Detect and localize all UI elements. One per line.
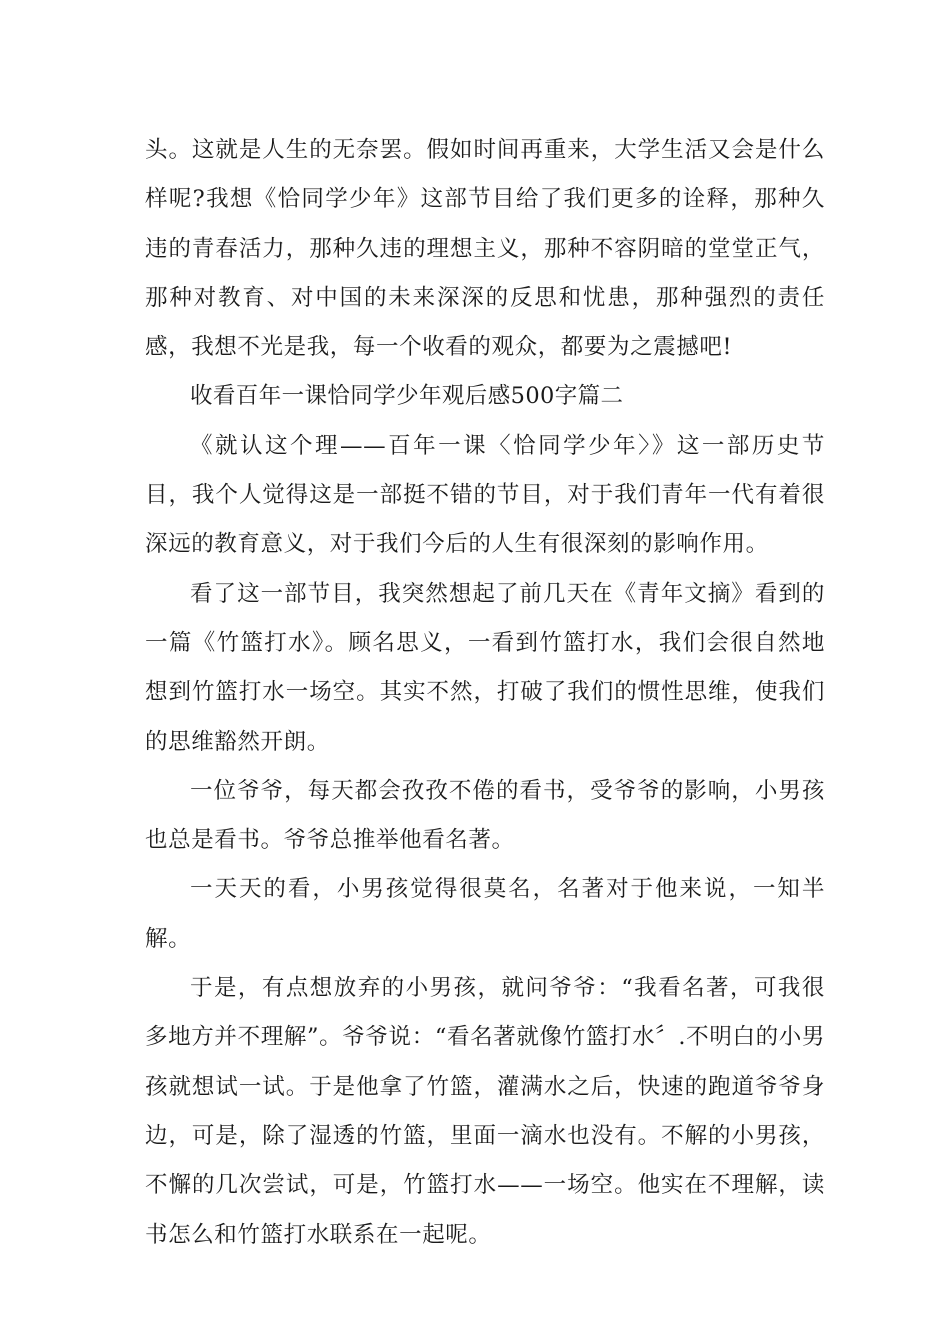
paragraph-daily-reading: 一天天的看，小男孩觉得很莫名，名著对于他来说，一知半解。 — [145, 876, 825, 952]
section-heading: 收看百年一课恰同学少年观后感500字篇二 — [190, 383, 624, 410]
paragraph-program-review: 《就认这个理——百年一课〈恰同学少年〉》这一部历史节目，我个人觉得这是一部挺不错的节目，对于我们青年一代有着很深远的教育意义，对于我们今后的人生有很深刻的影响作用。 — [145, 432, 825, 558]
document-body — [145, 126, 825, 1260]
paragraph-boy-question: 于是，有点想放弃的小男孩，就问爷爷：“我看名著，可我很多地方并不理解”。爷爷说：“看名著就像竹篮打水〞.不明白的小男孩就想试一试。于是他拿了竹篮，灌满水之后，快速的跑道爷爷身边，可是，除了湿透的竹篮，里面一滴水也没有。不解的小男孩，不懈的几次尝试，可是，竹篮打水——一场空。他实在不理解，读书怎么和竹篮打水联系在一起呢。 — [145, 975, 825, 1248]
paragraph-grandfather: 一位爷爷，每天都会孜孜不倦的看书，受爷爷的影响，小男孩也总是看书。爷爷总推举他看名著。 — [145, 777, 825, 854]
paragraph-intro-continuation: 头。这就是人生的无奈罢。假如时间再重来，大学生活又会是什么样呢?我想《恰同学少年》这部节目给了我们更多的诠释，那种久违的青春活力，那种久违的理想主义，那种不容阴暗的堂堂正气，那种对教育、对中国的未来深深的反思和忧患，那种强烈的责任感，我想不光是我，每一个收看的观众，都要为之震撼吧! — [145, 137, 825, 361]
paragraph-bamboo-basket: 看了这一部节目，我突然想起了前几天在《青年文摘》看到的一篇《竹篮打水》。顾名思义，一看到竹篮打水，我们会很自然地想到竹篮打水一场空。其实不然，打破了我们的惯性思维，使我们的思维豁然开朗。 — [145, 580, 825, 755]
